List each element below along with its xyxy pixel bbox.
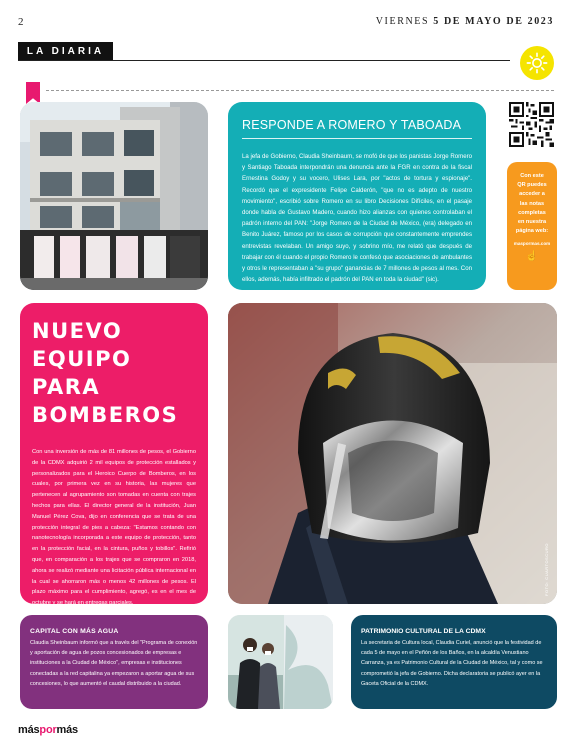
section-label: LA DIARIA <box>18 42 113 60</box>
teal-title-underline <box>242 138 472 139</box>
qr-code-graphic <box>509 102 554 147</box>
promo-line: Con este <box>520 173 544 179</box>
promo-line: página web: <box>515 228 549 235</box>
main-story-card <box>20 303 208 607</box>
sun-icon <box>526 52 548 74</box>
helmet-illustration <box>228 303 557 604</box>
teal-story-title: RESPONDE A ROMERO Y TABOADA <box>242 118 462 132</box>
officials-illustration <box>228 615 333 709</box>
qr-promo-card[interactable] <box>507 162 557 290</box>
heritage-story-card <box>351 615 557 709</box>
promo-line: acceder a <box>519 191 545 198</box>
hand-pointer-icon: ☝ <box>525 250 539 262</box>
promo-site[interactable]: maspormas.com <box>513 241 551 247</box>
officials-photo <box>228 615 333 709</box>
publication-logo[interactable] <box>18 724 78 736</box>
building-photo <box>20 102 208 290</box>
logo-part: más <box>18 724 40 736</box>
building-illustration <box>20 102 208 290</box>
promo-line: las notas <box>519 200 545 207</box>
dotted-divider <box>46 90 554 91</box>
main-story-headline <box>32 317 196 429</box>
firefighter-helmet-photo <box>228 303 557 604</box>
water-story-body: Claudia Sheinbaum informó que a través del "Programa de conexión y aportación de agua de pozos concesionados de empresas e instituciones a la Ciudad de México", empresas e instituciones conectadas a la red capitalina ya empezaron a aportar agua de sus concesiones, lo que aumentó el caudal distribuido a la ciudad. <box>30 640 198 687</box>
water-story-title: CAPITAL CON MÁS AGUA <box>30 628 119 635</box>
promo-line: en nuestra <box>517 219 547 226</box>
water-story-card <box>20 615 208 709</box>
heritage-story-title: PATRIMONIO CULTURAL DE LA CDMX <box>361 628 486 635</box>
header-rule <box>18 60 510 61</box>
date-day: 5 DE MAYO DE 2023 <box>433 16 554 27</box>
headline-line: EQUIPO PARA <box>32 347 132 399</box>
teal-story-card <box>228 102 486 290</box>
weather-badge <box>520 46 554 80</box>
date-weekday: VIERNES <box>375 16 430 27</box>
headline-line: NUEVO <box>32 319 123 343</box>
headline-line: BOMBEROS <box>32 403 179 427</box>
qr-code[interactable] <box>509 102 554 147</box>
issue-date <box>376 16 554 27</box>
promo-line: QR puedes <box>517 182 547 189</box>
page-number: 2 <box>18 16 24 28</box>
heritage-story-body: La secretaria de Cultura local, Claudia Curiel, anunció que la festividad de cada 5 de mayo en el Peñón de los Baños, en la alcaldía Venustiano Carranza, ya es Patrimonio Cultural de la Ciudad de México, tal y como se comprometió la jefa de Gobierno. Dicha declaratoria se publicó ayer en la Gaceta Oficial de la CDMX. <box>361 640 543 687</box>
main-story-body: Con una inversión de más de 81 millones de pesos, el Gobierno de la CDMX adquirió 2 mil equipos de protección estallados y personalizados para el Heroico Cuerpo de Bomberos, en los cuales, por primera vez en su historia, las mujeres que pertenecen al agrupamiento son tomadas en cuenta con trajes hechos para ellas. El director general de la institución, Juan Manuel Pérez Cova, dijo en conferencia que se trata de una protección integral de pies a cabeza: "Estamos contando con nanotecnología incorporada a este equipo de protección, tanto en la protección facial, en la cintura, puños y tobillos". Refirió que, en comparación a los trajes que se compraron en 2018, ahora se realizó mediante una licitación pública internacional en la cual se ahorraron más o menos 42 millones de pesos. El plazo máximo para el cumplimiento, agregó, es en el mes de octubre y se hará en entregas parciales. <box>32 449 196 607</box>
photo-credit: FOTO: CUARTOSCURO <box>544 543 549 596</box>
promo-line: completas <box>518 209 546 216</box>
bookmark-icon <box>26 82 40 104</box>
logo-part: más <box>56 724 78 736</box>
teal-story-body: La jefa de Gobierno, Claudia Sheinbaum, se mofó de que los panistas Jorge Romero y Santiago Taboada interpondrán una denuncia ante la FGR en contra de la fiscal Ernestina Godoy y su vocero, Ulises Lara, por "actos de tortura y espionaje". Recordó que el expresidente Felipe Calderón, "que no es adepto de nuestro movimiento", escribió sobre Romero en su libro Decisiones Difíciles, en el pasaje donde habla de Gustavo Madero, cuando hizo alianzas con quienes controlaban el padrón interno del PAN: "Jorge Romero de la Ciudad de México, (era) delegado en Benito Juárez, famoso por los casos de corrupción que constantemente emprendes entrevistas revelaban. Un amigo suyo, y sobrino mío, me relató que después de trabajar con él cuando el propio Romero le confesó que asociaciones de ambulantes y otros le representaban a "su grupo" ganancias de 7 millones de pesos al mes. Con ellos, además, había infiltrado el padrón del PAN en toda la ciudad" (sic). <box>242 153 472 284</box>
logo-part: por <box>39 724 57 736</box>
